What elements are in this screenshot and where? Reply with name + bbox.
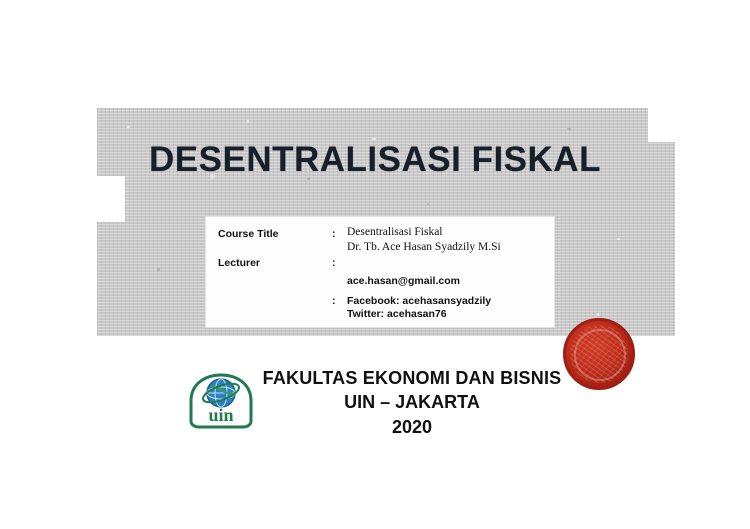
course-title-colon: : <box>332 228 336 240</box>
social-colon: : <box>332 295 336 307</box>
band-notch-left <box>97 176 125 222</box>
course-title-value: Desentralisasi Fiskal <box>347 226 443 238</box>
uin-logo <box>185 371 257 431</box>
band-notch-right <box>648 108 675 142</box>
footer-block <box>262 366 562 440</box>
slide-title: DESENTRALISASI FISKAL <box>149 140 601 179</box>
lecturer-name-value: Dr. Tb. Ace Hasan Syadzily M.Si <box>347 241 501 253</box>
course-title-label: Course Title <box>218 228 279 240</box>
course-info-box <box>205 216 555 328</box>
university-line: UIN – JAKARTA <box>344 392 480 412</box>
red-stamp-seal-icon <box>563 318 635 390</box>
year-line: 2020 <box>391 417 433 437</box>
lecturer-label: Lecturer <box>218 257 261 269</box>
twitter-value: Twitter: acehasan76 <box>347 308 447 320</box>
faculty-line: FAKULTAS EKONOMI DAN BISNIS <box>262 368 562 388</box>
email-value: ace.hasan@gmail.com <box>347 275 460 287</box>
svg-text:uin: uin <box>208 405 234 425</box>
lecturer-colon: : <box>332 257 336 269</box>
facebook-value: Facebook: acehasansyadzily <box>347 295 492 307</box>
stamp-inner-ring <box>574 329 626 381</box>
